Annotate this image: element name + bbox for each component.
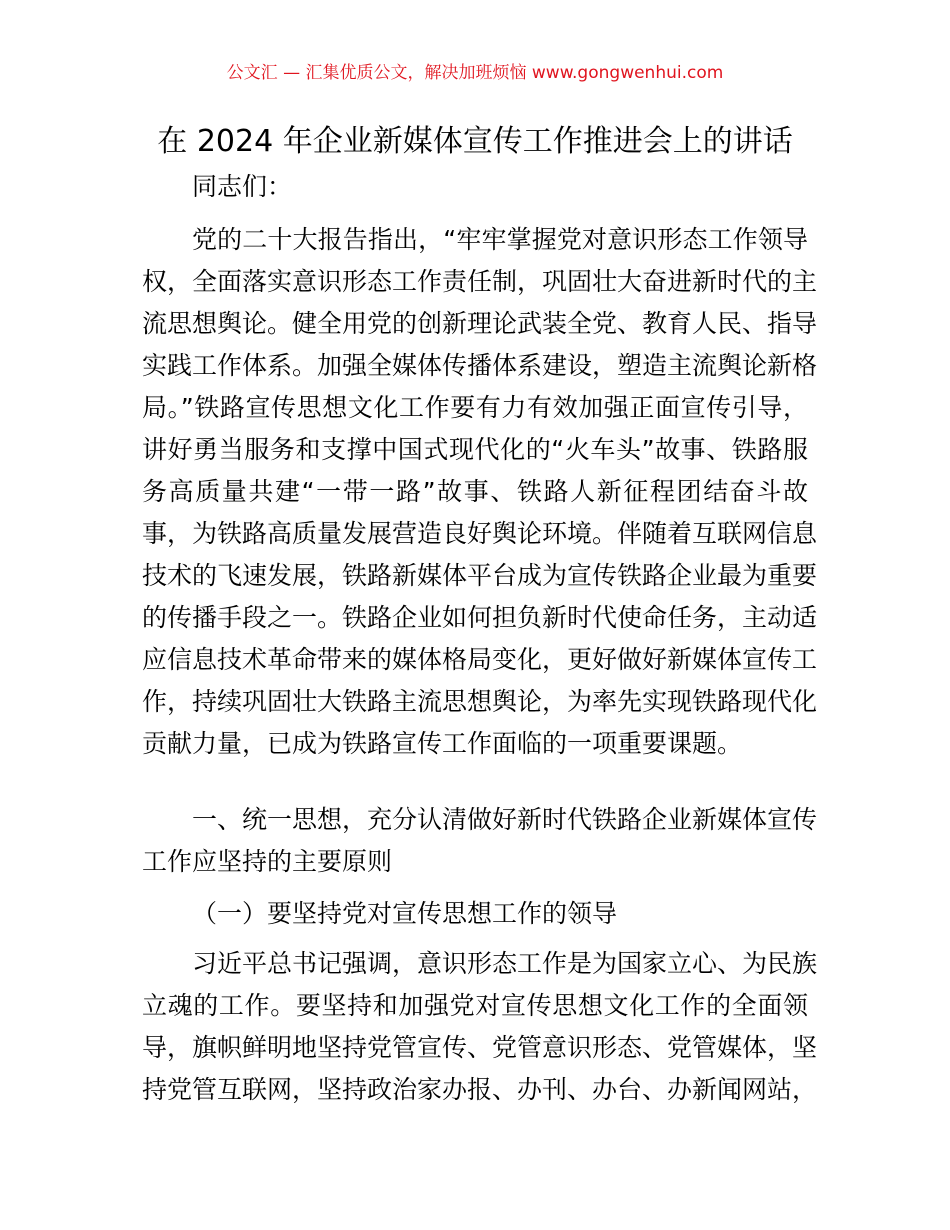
text-line: 导，旗帜鲜明地坚持党管宣传、党管意识形态、党管媒体，坚 bbox=[142, 1033, 818, 1062]
text-line: 权，全面落实意识形态工作责任制，巩固壮大奋进新时代的主 bbox=[142, 267, 818, 296]
salutation: 同志们： bbox=[192, 172, 293, 201]
text-line: 作，持续巩固壮大铁路主流思想舆论，为率先实现铁路现代化 bbox=[142, 687, 818, 716]
text-line: 实践工作体系。加强全媒体传播体系建设，塑造主流舆论新格 bbox=[142, 351, 818, 380]
watermark-banner: 公文汇 — 汇集优质公文，解决加班烦恼 www.gongwenhui.com bbox=[226, 63, 724, 83]
text-line: 持党管互联网，坚持政治家办报、办刊、办台、办新闻网站， bbox=[142, 1075, 818, 1104]
text-line: 技术的飞速发展，铁路新媒体平台成为宣传铁路企业最为重要 bbox=[142, 561, 818, 590]
text-line: 的传播手段之一。铁路企业如何担负新时代使命任务，主动适 bbox=[142, 603, 818, 632]
text-line: 一、统一思想，充分认清做好新时代铁路企业新媒体宣传 bbox=[192, 805, 818, 834]
text-line: 事，为铁路高质量发展营造良好舆论环境。伴随着互联网信息 bbox=[142, 519, 818, 548]
document-title: 在 2024 年企业新媒体宣传工作推进会上的讲话 bbox=[157, 124, 793, 159]
text-line: 党的二十大报告指出，“牢牢掌握党对意识形态工作领导 bbox=[192, 225, 808, 254]
text-line: 局。”铁路宣传思想文化工作要有力有效加强正面宣传引导， bbox=[142, 393, 808, 422]
text-line: 流思想舆论。健全用党的创新理论武装全党、教育人民、指导 bbox=[142, 309, 818, 338]
text-line: 讲好勇当服务和支撑中国式现代化的“火车头”故事、铁路服 bbox=[142, 435, 808, 464]
text-line: 习近平总书记强调，意识形态工作是为国家立心、为民族 bbox=[192, 949, 818, 978]
subsection-1-heading: （一）要坚持党对宣传思想工作的领导 bbox=[192, 899, 618, 928]
text-line: 立魂的工作。要坚持和加强党对宣传思想文化工作的全面领 bbox=[142, 991, 808, 1020]
text-line: 贡献力量，已成为铁路宣传工作面临的一项重要课题。 bbox=[142, 729, 743, 758]
text-line: 应信息技术革命带来的媒体格局变化，更好做好新媒体宣传工 bbox=[142, 645, 818, 674]
text-line: 工作应坚持的主要原则 bbox=[142, 847, 393, 876]
text-line: 务高质量共建“一带一路”故事、铁路人新征程团结奋斗故 bbox=[142, 477, 808, 506]
